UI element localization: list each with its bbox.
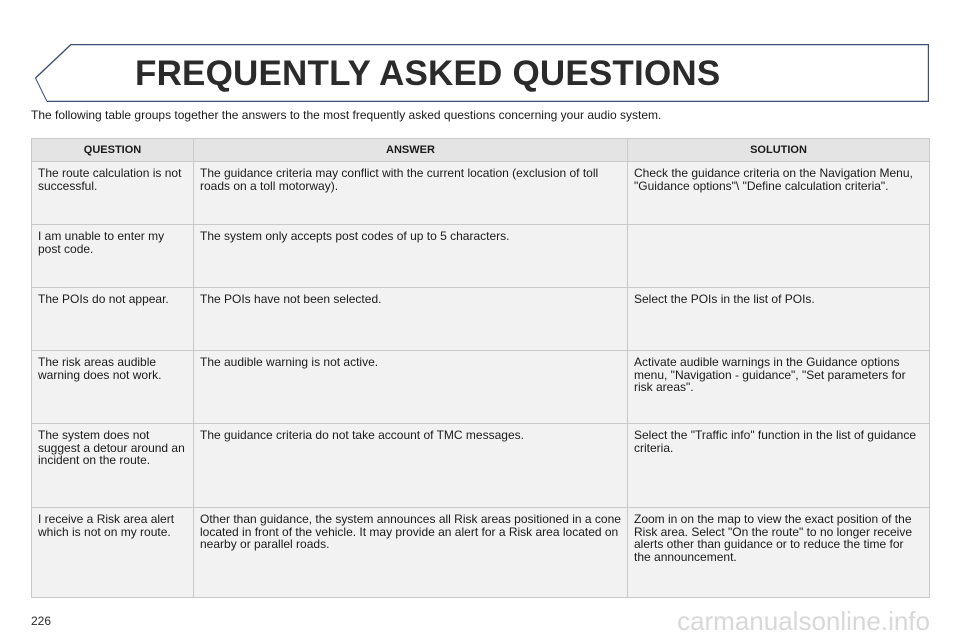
solution-cell: Select the "Traffic info" function in the list of guidance criteria. bbox=[628, 424, 930, 508]
question-cell: I am unable to enter my post code. bbox=[32, 225, 194, 288]
page-title: FREQUENTLY ASKED QUESTIONS bbox=[135, 54, 721, 93]
column-header-question: QUESTION bbox=[32, 139, 194, 162]
table-header-row bbox=[32, 139, 930, 162]
answer-cell: The guidance criteria do not take account of TMC messages. bbox=[194, 424, 628, 508]
table-row bbox=[32, 288, 930, 351]
answer-cell: Other than guidance, the system announces all Risk areas positioned in a cone located in front of the vehicle. It may provide an alert for a Risk area located on nearby or parallel roads. bbox=[194, 508, 628, 598]
column-header-solution: SOLUTION bbox=[628, 139, 930, 162]
column-header-answer: ANSWER bbox=[194, 139, 628, 162]
solution-cell bbox=[628, 225, 930, 288]
question-cell: The system does not suggest a detour around an incident on the route. bbox=[32, 424, 194, 508]
table-row bbox=[32, 424, 930, 508]
question-cell: The risk areas audible warning does not work. bbox=[32, 351, 194, 424]
page-header bbox=[35, 44, 929, 102]
answer-cell: The guidance criteria may conflict with the current location (exclusion of toll roads on a toll motorway). bbox=[194, 162, 628, 225]
solution-cell: Activate audible warnings in the Guidance options menu, "Navigation - guidance", "Set parameters for risk areas". bbox=[628, 351, 930, 424]
faq-table bbox=[31, 138, 930, 598]
solution-cell: Select the POIs in the list of POIs. bbox=[628, 288, 930, 351]
question-cell: I receive a Risk area alert which is not on my route. bbox=[32, 508, 194, 598]
solution-cell: Zoom in on the map to view the exact position of the Risk area. Select "On the route" to no longer receive alerts other than guidance or to reduce the time for the announcement. bbox=[628, 508, 930, 598]
question-cell: The route calculation is not successful. bbox=[32, 162, 194, 225]
intro-text: The following table groups together the answers to the most frequently asked questions concerning your audio system. bbox=[31, 108, 662, 122]
table-row bbox=[32, 351, 930, 424]
table-row bbox=[32, 225, 930, 288]
page-number: 226 bbox=[31, 614, 52, 628]
answer-cell: The POIs have not been selected. bbox=[194, 288, 628, 351]
answer-cell: The system only accepts post codes of up to 5 characters. bbox=[194, 225, 628, 288]
watermark: carmanualsonline.info bbox=[677, 606, 930, 636]
answer-cell: The audible warning is not active. bbox=[194, 351, 628, 424]
table-row bbox=[32, 162, 930, 225]
question-cell: The POIs do not appear. bbox=[32, 288, 194, 351]
table-row bbox=[32, 508, 930, 598]
solution-cell: Check the guidance criteria on the Navigation Menu, "Guidance options"\ "Define calculation criteria". bbox=[628, 162, 930, 225]
